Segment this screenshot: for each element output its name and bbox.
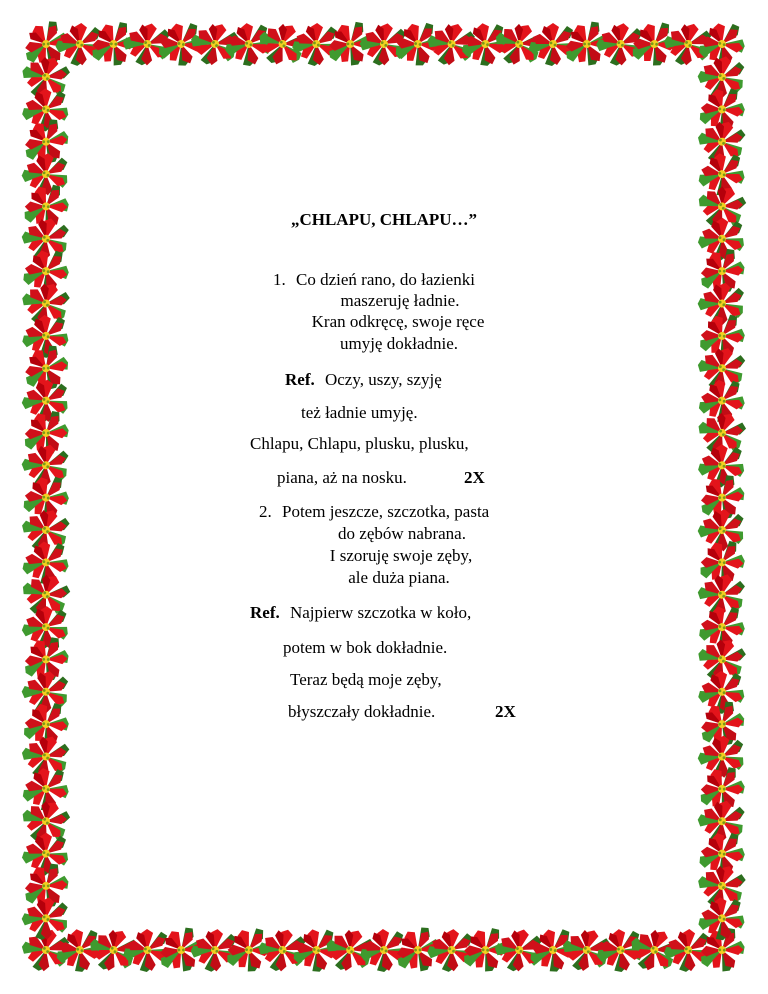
verse-line: Potem jeszcze, szczotka, pasta [282, 502, 490, 521]
refrain-label: Ref. [250, 603, 280, 622]
verse-line: maszeruję ładnie. [340, 291, 460, 310]
refrain-line: potem w bok dokładnie. [283, 638, 448, 657]
verse-line: do zębów nabrana. [338, 524, 466, 543]
poinsettia-flower-icon [53, 926, 105, 976]
poinsettia-flower-icon [22, 833, 68, 876]
song-title: „CHLAPU, CHLAPU…” [290, 210, 478, 229]
refrain-line: Oczy, uszy, szyję [324, 370, 442, 389]
verse-line: I szoruję swoje zęby, [329, 546, 473, 565]
poinsettia-flower-icon [698, 217, 745, 261]
verse-number: 2. [259, 502, 272, 521]
refrain-line: piana, aż na nosku. [277, 468, 407, 487]
refrain-line: Chlapu, Chlapu, plusku, plusku, [250, 434, 469, 453]
poinsettia-flower-icon [21, 88, 68, 133]
poinsettia-flower-icon [697, 670, 745, 715]
poinsettia-flower-icon [223, 21, 273, 69]
refrain-line: błyszczały dokładnie. [288, 702, 436, 721]
poinsettia-flower-icon [19, 894, 71, 943]
refrain-label: Ref. [285, 370, 315, 389]
verse-line: umyję dokładnie. [339, 334, 459, 353]
repeat-marker: 2X [464, 468, 485, 487]
verse-line: Co dzień rano, do łazienki [296, 270, 475, 289]
refrain-line: też ładnie umyję. [301, 403, 418, 422]
verse-line: Kran odkręcę, swoje ręce [311, 312, 485, 331]
verse-number: 1. [273, 270, 286, 289]
refrain-line: Najpierw szczotka w koło, [289, 603, 472, 622]
poinsettia-flower-icon [698, 444, 745, 488]
poinsettia-flower-icon [21, 605, 68, 650]
poinsettia-flower-icon [595, 927, 645, 974]
poinsettia-flower-icon [21, 313, 70, 359]
refrain-line: Teraz będą moje zęby, [290, 670, 442, 689]
verse-line: ale duża piana. [348, 568, 450, 587]
repeat-marker: 2X [495, 702, 516, 721]
